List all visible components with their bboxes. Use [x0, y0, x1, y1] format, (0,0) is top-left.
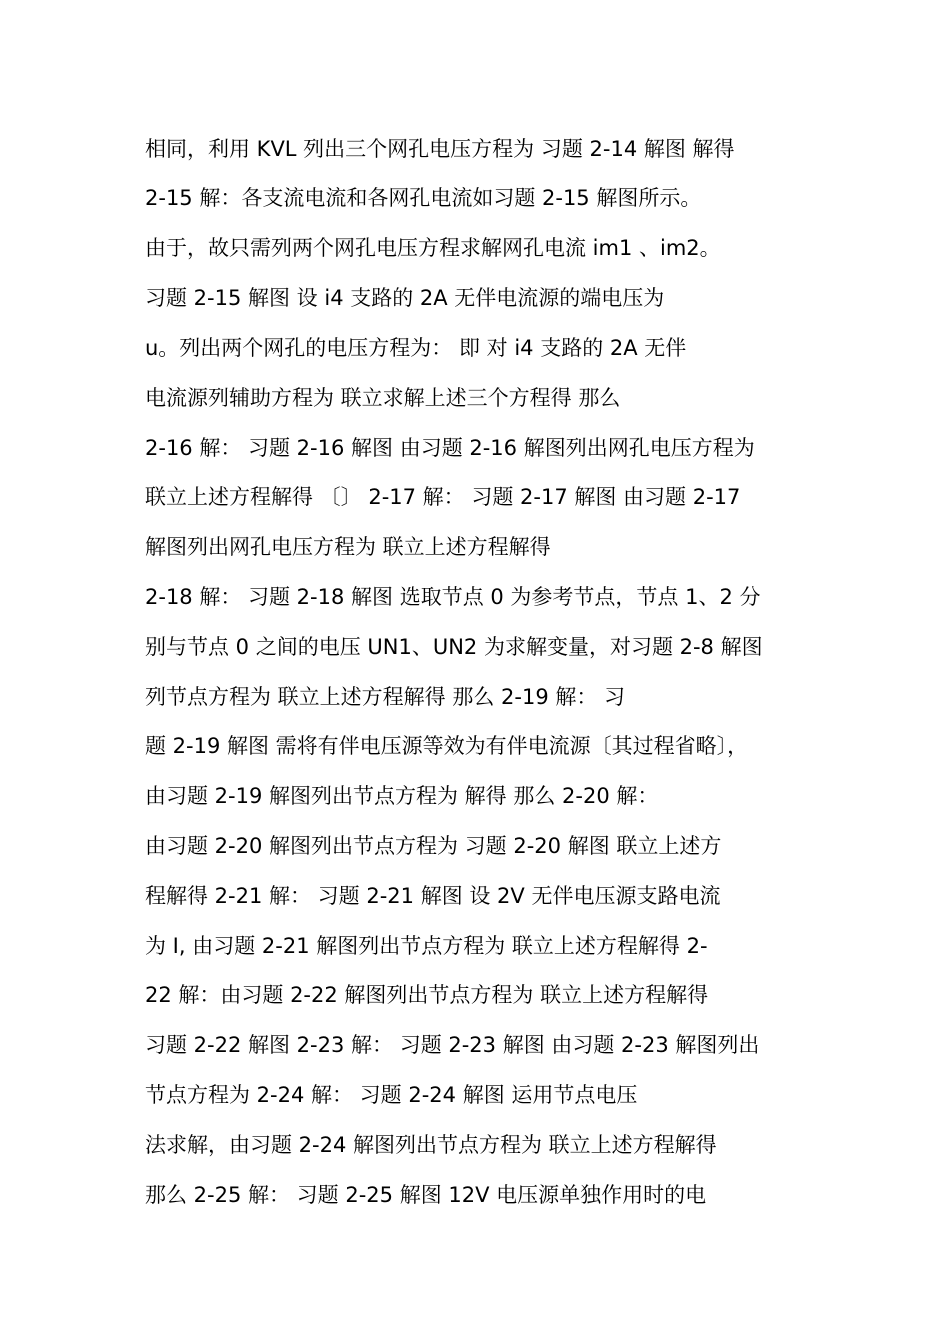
text-line-16: 程解得 2-21 解： 习题 2-21 解图 设 2V 无伴电压源支路电流 [145, 884, 721, 908]
text-line-10: 2-18 解： 习题 2-18 解图 选取节点 0 为参考节点，节点 1、2 分 [145, 585, 761, 609]
text-line-9: 解图列出网孔电压方程为 联立上述方程解得 [145, 535, 551, 559]
text-line-19: 习题 2-22 解图 2-23 解： 习题 2-23 解图 由习题 2-23 解图列出 [145, 1033, 760, 1057]
text-line-1: 相同，利用 KVL 列出三个网孔电压方程为 习题 2-14 解图 解得 [145, 137, 735, 161]
text-line-11: 别与节点 0 之间的电压 UN1、UN2 为求解变量，对习题 2-8 解图 [145, 635, 763, 659]
text-line-4: 习题 2-15 解图 设 i4 支路的 2A 无伴电流源的端电压为 [145, 286, 665, 310]
text-line-12: 列节点方程为 联立上述方程解得 那么 2-19 解： 习 [145, 685, 626, 709]
text-line-22: 那么 2-25 解： 习题 2-25 解图 12V 电压源单独作用时的电 [145, 1183, 707, 1207]
text-line-17: 为 I, 由习题 2-21 解图列出节点方程为 联立上述方程解得 2- [145, 934, 708, 958]
text-line-18: 22 解：由习题 2-22 解图列出节点方程为 联立上述方程解得 [145, 983, 709, 1007]
text-line-14: 由习题 2-19 解图列出节点方程为 解得 那么 2-20 解： [145, 784, 659, 808]
text-line-5: u。列出两个网孔的电压方程为： 即 对 i4 支路的 2A 无伴 [145, 336, 687, 360]
text-line-21: 法求解，由习题 2-24 解图列出节点方程为 联立上述方程解得 [145, 1133, 717, 1157]
text-line-3: 由于，故只需列两个网孔电压方程求解网孔电流 im1 、im2。 [145, 236, 721, 260]
text-line-7: 2-16 解： 习题 2-16 解图 由习题 2-16 解图列出网孔电压方程为 [145, 436, 755, 460]
text-line-8: 联立上述方程解得 〔〕 2-17 解： 习题 2-17 解图 由习题 2-17 [145, 485, 741, 509]
text-line-13: 题 2-19 解图 需将有伴电压源等效为有伴电流源〔其过程省略〕， [145, 734, 749, 758]
text-line-2: 2-15 解：各支流电流和各网孔电流如习题 2-15 解图所示。 [145, 186, 702, 210]
text-line-20: 节点方程为 2-24 解： 习题 2-24 解图 运用节点电压 [145, 1083, 638, 1107]
text-line-6: 电流源列辅助方程为 联立求解上述三个方程得 那么 [145, 386, 621, 410]
text-line-15: 由习题 2-20 解图列出节点方程为 习题 2-20 解图 联立上述方 [145, 834, 722, 858]
